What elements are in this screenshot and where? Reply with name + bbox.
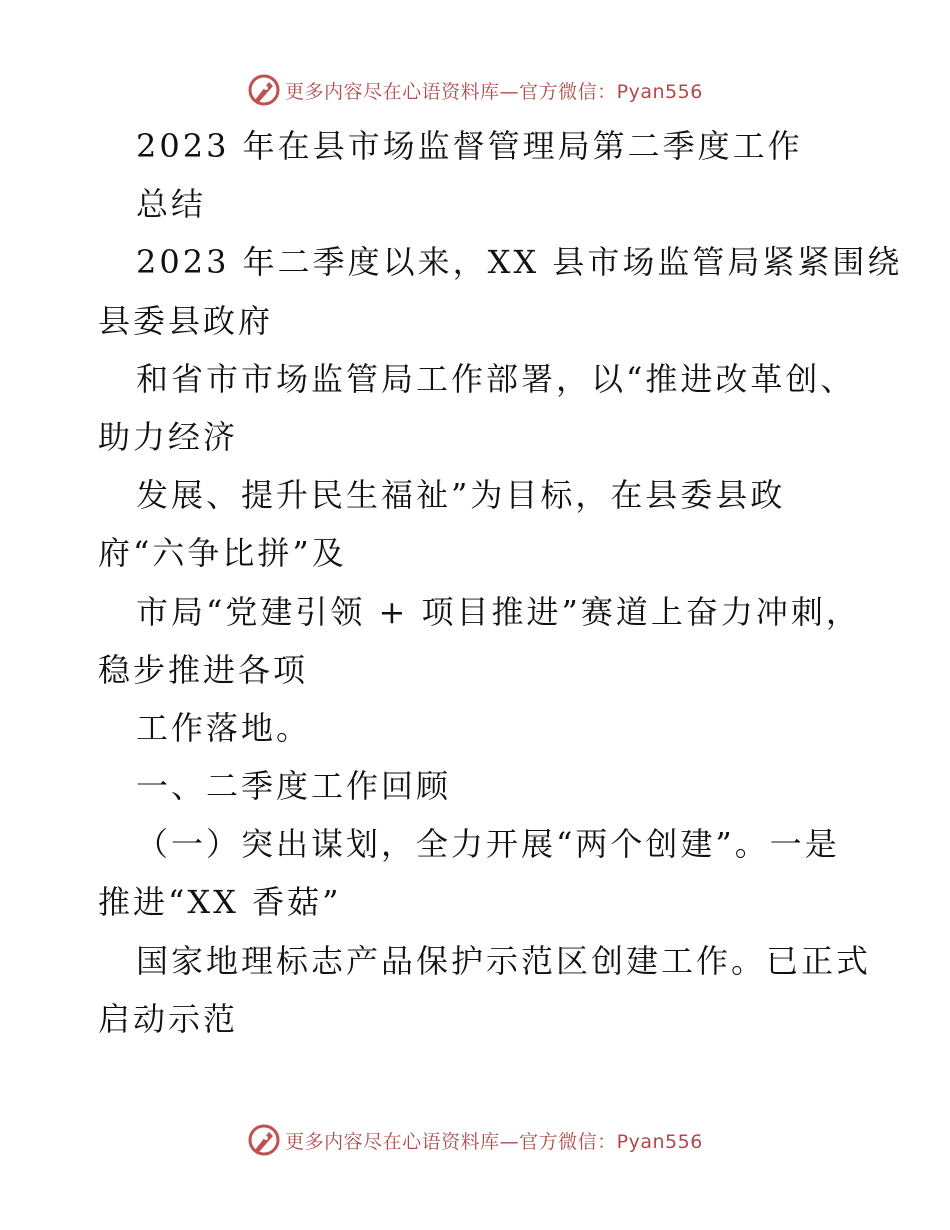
header-banner [0, 70, 950, 110]
document-body [98, 117, 903, 1048]
text-line: 稳步推进各项 [98, 650, 309, 689]
text-line: 和省市市场监管局工作部署，以“推进改革创、 [136, 359, 856, 398]
text-line: 2023 年在县市场监督管理局第二季度工作 [136, 127, 803, 165]
banner-text: 更多内容尽在心语资料库—官方微信：Pyan556 [285, 1130, 703, 1153]
banner-text: 更多内容尽在心语资料库—官方微信：Pyan556 [285, 80, 703, 103]
text-line: 县委县政府 [98, 301, 274, 340]
wechat-id: Pyan556 [616, 1130, 703, 1153]
text-line: 府“六争比拼”及 [98, 534, 347, 573]
text-line: 一、二季度工作回顾 [136, 767, 452, 806]
text-line: 推进“XX 香菇” [98, 883, 342, 922]
text-line: 2023 年二季度以来，XX 县市场监管局紧紧围绕 [136, 243, 903, 282]
text-line: 工作落地。 [136, 708, 312, 747]
footer-banner [0, 1120, 950, 1160]
text-line: 启动示范 [98, 999, 239, 1038]
text-line: 助力经济 [98, 417, 239, 456]
text-line: 国家地理标志产品保护示范区创建工作。已正式 [136, 941, 872, 980]
wechat-id: Pyan556 [616, 80, 703, 103]
text-line: 市局“党建引领 + 项目推进”赛道上奋力冲刺， [136, 592, 861, 631]
text-line: 总结 [136, 185, 207, 224]
pen-nib-logo-icon [247, 1123, 281, 1157]
pen-nib-logo-icon [247, 73, 281, 107]
text-line: （一）突出谋划，全力开展“两个创建”。一是 [136, 825, 840, 864]
text-line: 发展、提升民生福祉”为目标，在县委县政 [136, 476, 786, 515]
